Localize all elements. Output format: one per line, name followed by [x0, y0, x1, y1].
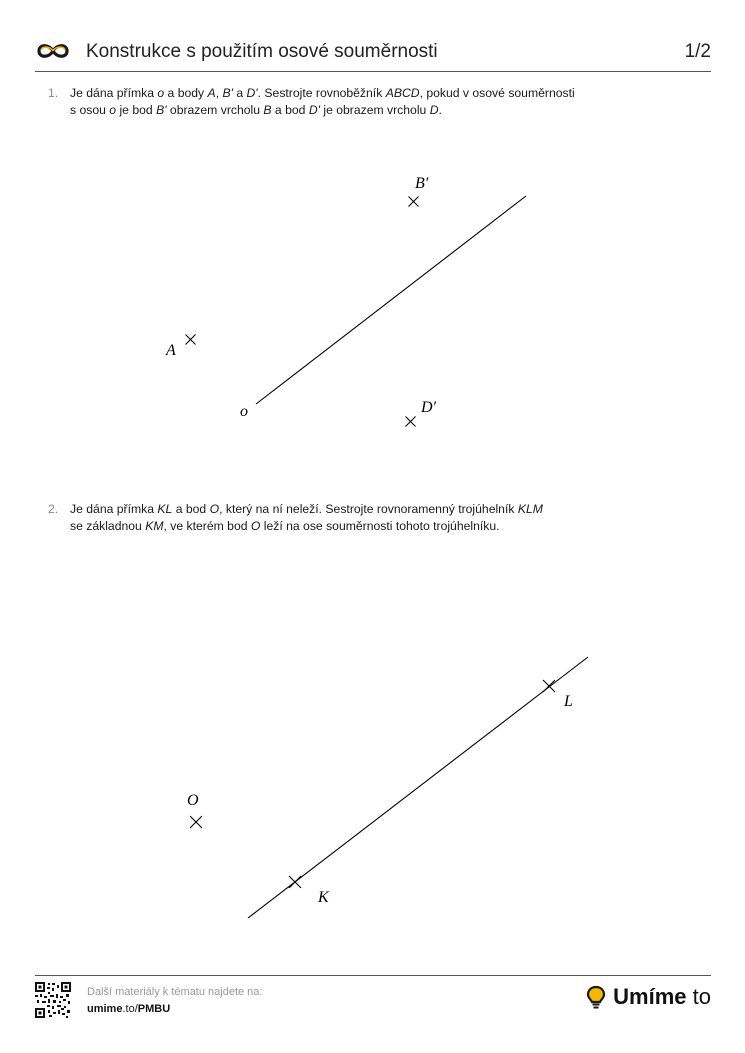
footer-link-domain[interactable]: umime: [87, 1003, 123, 1015]
text-run: , ve kterém bod: [163, 519, 251, 533]
page-title: Konstrukce s použitím osové souměrnosti: [86, 41, 438, 62]
line-o: [256, 196, 526, 404]
text-run: a: [232, 86, 247, 100]
qr-code-icon: [35, 982, 71, 1018]
point-d-prime-cross: [406, 417, 416, 427]
footer-info-text: Další materiály k tématu najdete na:: [87, 986, 263, 998]
text-run: ,: [215, 86, 223, 100]
label-d-prime: D′: [421, 399, 437, 416]
text-run: . Sestrojte rovnoběžník: [257, 86, 386, 100]
text-run: , který na ní neleží. Sestrojte rovnoramenný trojúhelník: [219, 502, 518, 516]
text-run: leží na ose souměrnosti tohoto trojúhelníku.: [260, 519, 500, 533]
math-run: KM: [145, 519, 164, 533]
brand-logo: [613, 984, 711, 1010]
text-run: , pokud v osové souměrnosti: [419, 86, 575, 100]
label-o: o: [240, 403, 248, 420]
text-run: se základnou: [70, 519, 146, 533]
math-run: D': [308, 103, 320, 117]
text-run: Je dána přímka: [70, 86, 158, 100]
label-o-point: O: [187, 792, 199, 809]
label-a: A: [166, 342, 176, 359]
math-run: O: [209, 502, 220, 516]
math-run: D: [429, 103, 439, 117]
footer-info: [87, 984, 262, 1018]
text-run: je bod: [116, 103, 157, 117]
point-o-cross: [190, 816, 202, 828]
math-run: B': [222, 86, 233, 100]
brand-name-bold: Umíme: [613, 984, 687, 1009]
line-kl: [248, 657, 588, 918]
text-run: a bod: [172, 502, 210, 516]
point-a-cross: [186, 335, 196, 345]
point-b-prime-cross: [409, 197, 419, 207]
math-run: D': [246, 86, 258, 100]
math-run: KL: [157, 502, 173, 516]
label-l: L: [564, 693, 573, 710]
task-number: 1.: [48, 86, 59, 100]
text-run: je obrazem vrcholu: [319, 103, 430, 117]
task-number: 2.: [48, 502, 59, 516]
text-run: s osou: [70, 103, 110, 117]
point-l-cross: [543, 680, 555, 692]
figure-2: [190, 657, 588, 918]
label-b-prime: B′: [415, 175, 429, 192]
text-run: a bod: [271, 103, 309, 117]
footer-link-code[interactable]: PMBU: [137, 1003, 171, 1015]
math-run: B: [263, 103, 272, 117]
lightbulb-icon: [586, 985, 606, 1009]
point-k-cross: [289, 876, 301, 888]
text-run: .: [438, 103, 442, 117]
text-run: obrazem vrcholu: [166, 103, 264, 117]
figure-1: [186, 196, 527, 427]
label-k: K: [318, 889, 329, 906]
page-number: 1/2: [684, 41, 711, 62]
math-run: A: [207, 86, 216, 100]
math-run: B': [156, 103, 167, 117]
footer-divider: [35, 975, 711, 976]
brand-name-light: to: [686, 984, 711, 1009]
text-run: Je dána přímka: [70, 502, 158, 516]
math-run: ABCD: [385, 86, 420, 100]
math-run: o: [157, 86, 165, 100]
footer-link-tld[interactable]: .to/: [122, 1003, 138, 1015]
math-run: o: [109, 103, 117, 117]
footer-link[interactable]: [87, 1001, 262, 1018]
math-run: O: [250, 519, 261, 533]
text-run: a body: [164, 86, 208, 100]
math-run: KLM: [517, 502, 543, 516]
